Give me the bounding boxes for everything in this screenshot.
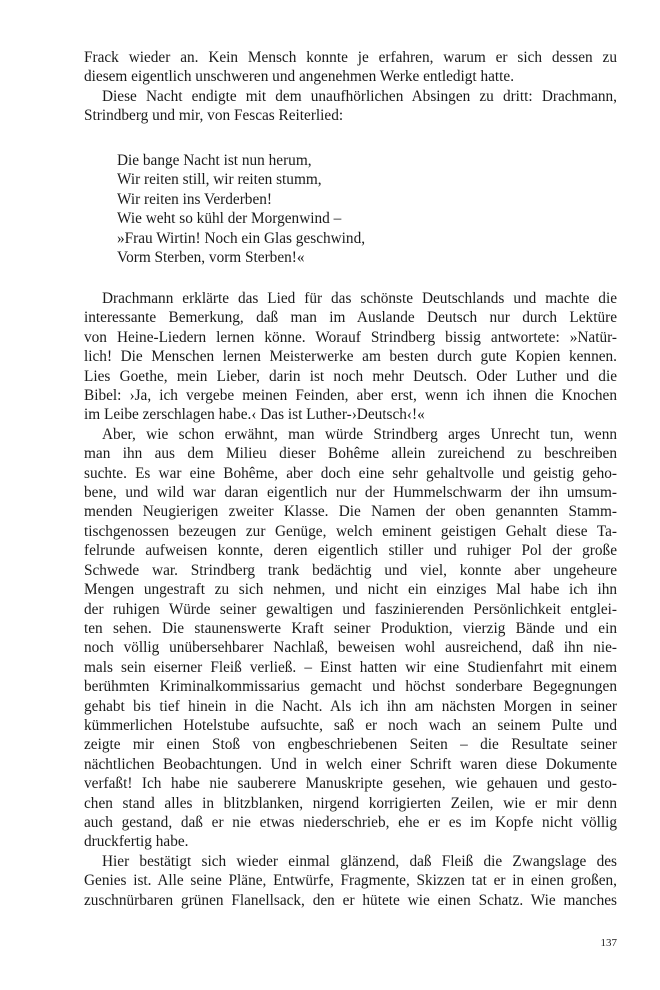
text-line: zuschnürbaren grünen Flanellsack, den er hütete wie einen Schatz. Wie manches — [84, 891, 617, 909]
text-line: interessante Bemerkung, daß man im Auslande Deutsch nur durch Lektüre — [84, 309, 617, 327]
text-line: Drachmann erklärte das Lied für das schönste Deutschlands und machte die — [102, 290, 617, 307]
text-line: Genies ist. Alle seine Pläne, Entwürfe, Fragmente, Skizzen tat er in einen großen, — [84, 872, 617, 890]
text-line: kümmerlichen Hotelstube aufsuchte, saß er noch wach an seinem Pulte und — [84, 716, 617, 734]
text-line: berühmten Kriminalkommissarius gemacht und höchst sonderbare Begegnungen — [84, 678, 617, 696]
text-line: Lies Goethe, mein Lieber, darin ist noch mehr Deutsch. Oder Luther und die — [84, 367, 617, 385]
text-line: chen stand alles in blitzblanken, nirgend korrigierten Zeilen, wie er mir denn — [84, 794, 617, 812]
text-line: verfaßt! Ich habe nie sauberere Manuskripte gesehen, wie gehauen und gesto- — [84, 775, 617, 793]
text-line: gehabt bis tief hinein in die Nacht. Als ich ihn am nächsten Morgen in seiner — [84, 697, 617, 715]
text-line: Diese Nacht endigte mit dem unaufhörlichen Absingen zu dritt: Drachmann, — [102, 87, 617, 105]
text-line: man ihn aus dem Milieu dieser Bohême allein zureichend zu beschreiben — [84, 445, 617, 463]
text-line: druckfertig habe. — [84, 833, 189, 851]
text-line: felrunde aufweisen konnte, deren eigentlich stiller und ruhiger Pol der große — [84, 542, 617, 560]
poem-stanza — [117, 151, 537, 267]
text-line: tischgenossen bezeugen zur Genüge, welch eminent geistigen Gehalt diese Ta- — [84, 522, 617, 540]
intro-paragraphs — [84, 48, 617, 126]
text-line: Mengen ungestraft zu sich nehmen, und nicht ein einziges Mal habe ich ihn — [84, 581, 617, 599]
text-line: ten sehen. Die staunenswerte Kraft seiner Produktion, vierzig Bände und ein — [84, 619, 617, 637]
page-number: 137 — [600, 937, 617, 949]
body-paragraphs — [84, 289, 617, 910]
text-line: Aber, wie schon erwähnt, man würde Strindberg arges Unrecht tun, wenn — [102, 425, 617, 443]
text-line: von Heine-Liedern lernen könne. Worauf Strindberg bissig antwortete: »Natür- — [84, 328, 617, 346]
text-line: auch gestand, daß er nie etwas niederschrieb, ehe er es im Kopfe nicht völlig — [84, 813, 617, 831]
text-line: menden Neugierigen zweiter Klasse. Die Namen der oben genannten Stamm- — [84, 503, 617, 521]
text-line: zeigte mir einen Stoß von engbeschriebenen Seiten – die Resultate seiner — [84, 736, 617, 754]
text-line: diesem eigentlich unschweren und angenehmen Werke entledigt hatte. — [84, 68, 515, 86]
text-line: Hier bestätigt sich wieder einmal glänzend, daß Fleiß die Zwangslage des — [102, 852, 617, 870]
text-line: Frack wieder an. Kein Mensch konnte je erfahren, warum er sich dessen zu — [84, 49, 617, 66]
text-line: mals sein eiserner Fleiß verließ. – Einst hatten wir eine Studienfahrt mit einem — [84, 658, 617, 676]
poem-line: »Frau Wirtin! Noch ein Glas geschwind, — [117, 229, 366, 247]
text-line: noch völlig unübersehbarer Nachlaß, beweisen wohl ausreichend, daß ihn nie- — [84, 639, 617, 657]
text-line: suchte. Es war eine Bohême, aber doch eine sehr gehaltvolle und geistig geho- — [84, 464, 617, 482]
poem-line: Wie weht so kühl der Morgenwind – — [117, 210, 342, 228]
text-line: Schwede war. Strindberg trank bedächtig und viel, konnte aber ungeheure — [84, 561, 617, 579]
text-line: bene, und wild war daran eigentlich nur der Hummelschwarm der ihn umsum- — [84, 484, 617, 502]
text-line: Bibel: ›Ja, ich vergebe meinen Feinden, aber erst, wenn ich ihnen die Knochen — [84, 387, 617, 405]
poem-line: Die bange Nacht ist nun herum, — [117, 152, 312, 169]
text-line: nächtlichen Beobachtungen. Und in welch einer Schrift waren diese Dokumente — [84, 755, 617, 773]
text-line: Strindberg und mir, von Fescas Reiterlied: — [84, 107, 344, 125]
poem-line: Wir reiten ins Verderben! — [117, 190, 272, 208]
text-line: im Leibe zerschlagen habe.‹ Das ist Luther-›Deutsch‹!« — [84, 406, 425, 424]
poem-line: Vorm Sterben, vorm Sterben!« — [117, 249, 305, 267]
text-line: lich! Die Menschen lernen Meisterwerke am besten durch gute Kopien kennen. — [84, 348, 617, 366]
poem-line: Wir reiten still, wir reiten stumm, — [117, 171, 322, 189]
text-line: der ruhigen Würde seiner gewaltigen und faszinierenden Persönlichkeit entglei- — [84, 600, 617, 618]
